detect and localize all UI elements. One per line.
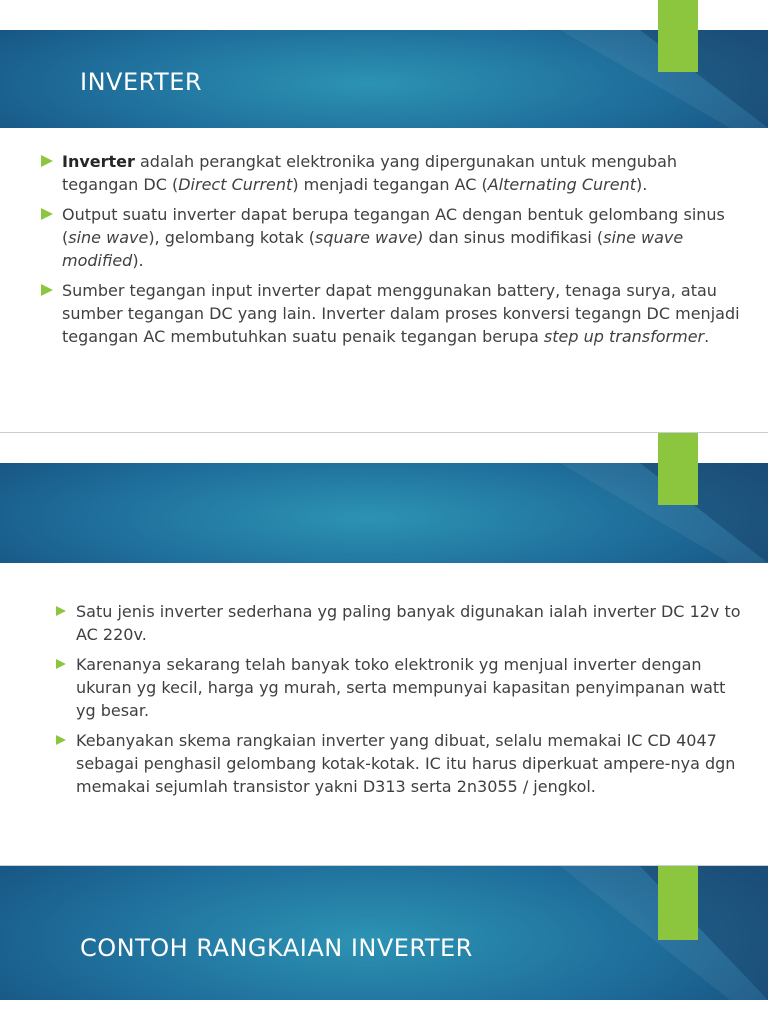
bullet-item [40,150,740,196]
bullet-bold-term: Inverter [62,152,135,171]
banner-wedge-decoration [0,463,768,563]
triangle-bullet-icon [54,657,68,671]
slide-3-title: CONTOH RANGKAIAN INVERTER [80,934,473,962]
bullet-item [40,203,740,272]
slide-1-banner [0,30,768,128]
bullet-italic: sine wave modified [62,228,684,270]
banner-wedge-decoration [0,866,768,1000]
bullet-text: Kebanyakan skema rangkaian inverter yang dibuat, selalu memakai IC CD 4047 sebagai penghasil gelombang kotak-kotak. IC itu harus diperkuat ampere-nya dgn memakai sejumlah transistor yakni D313 serta 2n3055 / jengkol. [76,731,736,796]
bullet-text: Sumber tegangan input inverter dapat menggunakan battery, tenaga surya, atau sumber tegangan DC yang lain. Inverter dalam proses konversi tegangn DC menjadi tegangan AC membutuhkan suatu penaik tegangan berupa [62,281,740,346]
bullet-italic: Alternating Curent [487,175,636,194]
slide-1 [0,0,768,432]
bullet-text: Output suatu inverter dapat berupa tegangan AC dengan bentuk gelombang sinus ( [62,205,725,247]
slide-2-bullet-list [54,600,744,805]
triangle-bullet-icon [40,283,54,297]
bullet-item [54,653,744,722]
bullet-item [40,279,740,348]
slide-2 [0,433,768,865]
triangle-bullet-icon [54,604,68,618]
triangle-bullet-icon [40,207,54,221]
slide-1-title: INVERTER [80,68,203,96]
bullet-text: ) menjadi tegangan AC ( [292,175,488,194]
bullet-italic: Direct Current [178,175,293,194]
bullet-text: ). [132,251,144,270]
bullet-text: dan sinus modifikasi ( [423,228,604,247]
bullet-text: adalah perangkat elektronika yang dipergunakan untuk mengubah tegangan DC ( [62,152,678,194]
bullet-text: . [704,327,710,346]
bullet-italic: square wave) [315,228,424,247]
bullet-text: ). [636,175,648,194]
bullet-item [54,729,744,798]
triangle-bullet-icon [54,733,68,747]
slide-2-accent-bar [658,433,698,505]
slide-1-bullet-list [40,150,740,355]
triangle-bullet-icon [40,154,54,168]
slide-3-accent-bar [658,866,698,940]
bullet-italic: sine wave [68,228,149,247]
bullet-text: Satu jenis inverter sederhana yg paling banyak digunakan ialah inverter DC 12v to AC 220v. [76,602,741,644]
bullet-item [54,600,744,646]
slide-3-banner [0,866,768,1000]
bullet-italic: step up transformer [543,327,705,346]
slide-1-accent-bar [658,0,698,72]
bullet-text: Karenanya sekarang telah banyak toko elektronik yg menjual inverter dengan ukuran yg kecil, harga yg murah, serta mempunyai kapasitan penyimpanan watt yg besar. [76,655,726,720]
slide-2-banner [0,463,768,563]
bullet-text: ), gelombang kotak ( [148,228,316,247]
slide-3 [0,866,768,1024]
